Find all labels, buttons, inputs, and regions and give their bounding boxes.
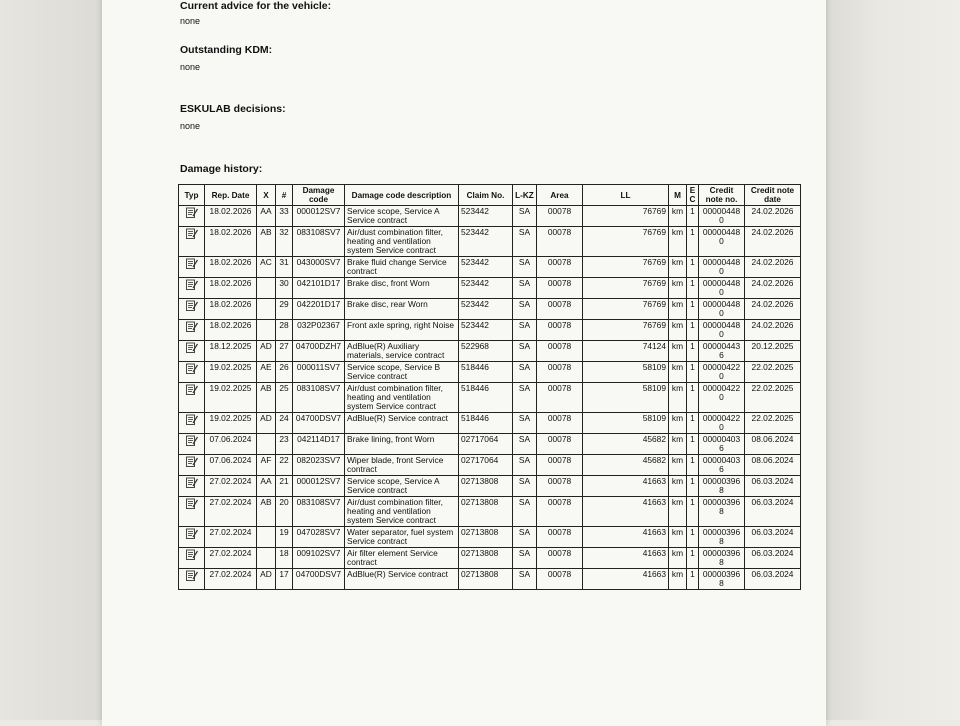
table-row	[179, 299, 801, 320]
cell-ll: 41663	[583, 497, 669, 527]
cell-lkz: SA	[513, 257, 537, 278]
cell-ec: 1	[687, 476, 699, 497]
table-row	[179, 362, 801, 383]
cell-lkz: SA	[513, 383, 537, 413]
cell-area: 00078	[537, 257, 583, 278]
cell-code: 009102SV7	[293, 548, 345, 569]
cell-desc: AdBlue(R) Auxiliary materials, service contract	[345, 341, 459, 362]
cell-code: 043000SV7	[293, 257, 345, 278]
cell-area: 00078	[537, 227, 583, 257]
document-edit-icon[interactable]	[179, 476, 205, 497]
cell-cn: 000003968	[699, 497, 745, 527]
cell-ll: 41663	[583, 527, 669, 548]
cell-lkz: SA	[513, 341, 537, 362]
cell-claim: 02713808	[459, 476, 513, 497]
cell-m: km	[669, 257, 687, 278]
cell-ll: 76769	[583, 206, 669, 227]
cell-area: 00078	[537, 497, 583, 527]
cell-claim: 518446	[459, 413, 513, 434]
cell-n: 24	[276, 413, 293, 434]
cell-cn: 000004036	[699, 434, 745, 455]
column-header: M	[669, 185, 687, 206]
cell-date: 18.12.2025	[205, 341, 257, 362]
cell-m: km	[669, 362, 687, 383]
cell-x	[257, 527, 276, 548]
cell-date: 19.02.2025	[205, 383, 257, 413]
column-header: Claim No.	[459, 185, 513, 206]
document-edit-icon[interactable]	[179, 278, 205, 299]
cell-date: 18.02.2026	[205, 257, 257, 278]
cell-m: km	[669, 320, 687, 341]
cell-cnd: 24.02.2026	[745, 227, 801, 257]
cell-claim: 523442	[459, 257, 513, 278]
column-header: L-KZ	[513, 185, 537, 206]
background-right	[826, 0, 960, 720]
cell-m: km	[669, 413, 687, 434]
document-edit-icon[interactable]	[179, 299, 205, 320]
cell-desc: Air/dust combination filter, heating and ventilation system Service contract	[345, 227, 459, 257]
document-edit-icon[interactable]	[179, 497, 205, 527]
cell-desc: Wiper blade, front Service contract	[345, 455, 459, 476]
cell-cn: 000004480	[699, 227, 745, 257]
cell-x: AD	[257, 413, 276, 434]
cell-desc: Brake disc, rear Worn	[345, 299, 459, 320]
cell-area: 00078	[537, 383, 583, 413]
cell-cn: 000003968	[699, 527, 745, 548]
cell-cn: 000004480	[699, 278, 745, 299]
cell-n: 25	[276, 383, 293, 413]
cell-x	[257, 434, 276, 455]
section-eskulab-decisions	[180, 103, 286, 131]
cell-lkz: SA	[513, 227, 537, 257]
cell-m: km	[669, 341, 687, 362]
cell-ll: 45682	[583, 455, 669, 476]
cell-cnd: 08.06.2024	[745, 455, 801, 476]
cell-n: 22	[276, 455, 293, 476]
cell-ll: 74124	[583, 341, 669, 362]
document-edit-icon[interactable]	[179, 527, 205, 548]
cell-ll: 41663	[583, 476, 669, 497]
cell-code: 042114D17	[293, 434, 345, 455]
cell-desc: Brake lining, front Worn	[345, 434, 459, 455]
cell-code: 000012SV7	[293, 476, 345, 497]
cell-x: AD	[257, 569, 276, 590]
cell-ll: 41663	[583, 548, 669, 569]
cell-area: 00078	[537, 278, 583, 299]
cell-claim: 518446	[459, 362, 513, 383]
cell-n: 32	[276, 227, 293, 257]
cell-desc: AdBlue(R) Service contract	[345, 569, 459, 590]
cell-desc: Service scope, Service B Service contract	[345, 362, 459, 383]
cell-x: AB	[257, 227, 276, 257]
cell-m: km	[669, 299, 687, 320]
cell-code: 032P02367	[293, 320, 345, 341]
column-header: Damage code description	[345, 185, 459, 206]
table-row	[179, 413, 801, 434]
cell-x	[257, 278, 276, 299]
cell-ec: 1	[687, 320, 699, 341]
document-edit-icon[interactable]	[179, 227, 205, 257]
cell-desc: Service scope, Service A Service contract	[345, 476, 459, 497]
column-header: Credit note date	[745, 185, 801, 206]
cell-date: 18.02.2026	[205, 299, 257, 320]
cell-desc: Brake fluid change Service contract	[345, 257, 459, 278]
cell-date: 18.02.2026	[205, 278, 257, 299]
cell-area: 00078	[537, 476, 583, 497]
cell-ll: 41663	[583, 569, 669, 590]
cell-claim: 518446	[459, 383, 513, 413]
cell-m: km	[669, 278, 687, 299]
cell-x: AF	[257, 455, 276, 476]
cell-m: km	[669, 497, 687, 527]
cell-lkz: SA	[513, 569, 537, 590]
cell-desc: AdBlue(R) Service contract	[345, 413, 459, 434]
cell-date: 19.02.2025	[205, 413, 257, 434]
cell-code: 04700DSV7	[293, 569, 345, 590]
cell-cn: 000004220	[699, 413, 745, 434]
cell-n: 30	[276, 278, 293, 299]
cell-n: 27	[276, 341, 293, 362]
section-heading: Outstanding KDM:	[180, 44, 273, 56]
cell-cnd: 24.02.2026	[745, 299, 801, 320]
table-row	[179, 548, 801, 569]
column-header: LL	[583, 185, 669, 206]
cell-x: AC	[257, 257, 276, 278]
section-heading: Current advice for the vehicle:	[180, 0, 332, 12]
cell-x	[257, 548, 276, 569]
cell-claim: 02717064	[459, 434, 513, 455]
cell-x: AA	[257, 206, 276, 227]
cell-ll: 76769	[583, 257, 669, 278]
cell-area: 00078	[537, 206, 583, 227]
cell-date: 27.02.2024	[205, 527, 257, 548]
cell-ec: 1	[687, 413, 699, 434]
cell-cnd: 24.02.2026	[745, 320, 801, 341]
cell-x: AB	[257, 383, 276, 413]
column-header: Damage code	[293, 185, 345, 206]
cell-n: 21	[276, 476, 293, 497]
cell-code: 083108SV7	[293, 383, 345, 413]
document-edit-icon[interactable]	[179, 434, 205, 455]
table-row	[179, 206, 801, 227]
cell-ec: 1	[687, 341, 699, 362]
cell-n: 17	[276, 569, 293, 590]
cell-ll: 58109	[583, 413, 669, 434]
cell-lkz: SA	[513, 206, 537, 227]
document-edit-icon[interactable]	[179, 320, 205, 341]
cell-cn: 000004036	[699, 455, 745, 476]
cell-claim: 523442	[459, 206, 513, 227]
cell-claim: 02713808	[459, 497, 513, 527]
cell-ll: 45682	[583, 434, 669, 455]
cell-ll: 76769	[583, 278, 669, 299]
document-edit-icon[interactable]	[179, 455, 205, 476]
cell-desc: Air/dust combination filter, heating and ventilation system Service contract	[345, 383, 459, 413]
cell-n: 23	[276, 434, 293, 455]
cell-code: 04700DSV7	[293, 413, 345, 434]
background-left	[0, 0, 102, 720]
cell-ec: 1	[687, 527, 699, 548]
cell-date: 18.02.2026	[205, 320, 257, 341]
cell-claim: 02713808	[459, 548, 513, 569]
cell-lkz: SA	[513, 278, 537, 299]
cell-cnd: 24.02.2026	[745, 257, 801, 278]
cell-cn: 000004480	[699, 299, 745, 320]
cell-cn: 000004436	[699, 341, 745, 362]
cell-m: km	[669, 569, 687, 590]
cell-n: 33	[276, 206, 293, 227]
cell-m: km	[669, 476, 687, 497]
column-header: E C	[687, 185, 699, 206]
cell-cn: 000004480	[699, 206, 745, 227]
document-edit-icon[interactable]	[179, 206, 205, 227]
cell-claim: 523442	[459, 299, 513, 320]
document-edit-icon[interactable]	[179, 569, 205, 590]
cell-cnd: 20.12.2025	[745, 341, 801, 362]
cell-n: 28	[276, 320, 293, 341]
cell-claim: 522968	[459, 341, 513, 362]
cell-cn: 000003968	[699, 569, 745, 590]
table-row	[179, 320, 801, 341]
damage-history-title: Damage history:	[180, 163, 263, 175]
cell-desc: Air filter element Service contract	[345, 548, 459, 569]
cell-n: 19	[276, 527, 293, 548]
cell-cn: 000003968	[699, 548, 745, 569]
section-value: none	[180, 62, 201, 72]
column-header: X	[257, 185, 276, 206]
damage-history-table	[178, 184, 801, 590]
cell-cnd: 22.02.2025	[745, 413, 801, 434]
cell-date: 27.02.2024	[205, 476, 257, 497]
cell-m: km	[669, 434, 687, 455]
column-header: Rep. Date	[205, 185, 257, 206]
cell-x: AE	[257, 362, 276, 383]
cell-ll: 58109	[583, 383, 669, 413]
document-edit-icon[interactable]	[179, 413, 205, 434]
cell-lkz: SA	[513, 476, 537, 497]
table-row	[179, 257, 801, 278]
cell-lkz: SA	[513, 362, 537, 383]
table-row	[179, 383, 801, 413]
column-header: Area	[537, 185, 583, 206]
cell-area: 00078	[537, 320, 583, 341]
cell-ll: 76769	[583, 299, 669, 320]
cell-n: 31	[276, 257, 293, 278]
cell-ec: 1	[687, 257, 699, 278]
cell-claim: 523442	[459, 227, 513, 257]
cell-area: 00078	[537, 299, 583, 320]
cell-x	[257, 299, 276, 320]
table-row	[179, 455, 801, 476]
section-heading: ESKULAB decisions:	[180, 103, 286, 115]
cell-desc: Water separator, fuel system Service contract	[345, 527, 459, 548]
cell-claim: 523442	[459, 320, 513, 341]
cell-code: 083108SV7	[293, 497, 345, 527]
cell-area: 00078	[537, 341, 583, 362]
table-header-row	[179, 185, 801, 206]
cell-cnd: 08.06.2024	[745, 434, 801, 455]
cell-date: 27.02.2024	[205, 548, 257, 569]
cell-m: km	[669, 455, 687, 476]
cell-ec: 1	[687, 455, 699, 476]
column-header: Credit note no.	[699, 185, 745, 206]
cell-area: 00078	[537, 455, 583, 476]
cell-code: 047028SV7	[293, 527, 345, 548]
cell-ec: 1	[687, 434, 699, 455]
cell-x: AD	[257, 341, 276, 362]
cell-lkz: SA	[513, 455, 537, 476]
cell-cnd: 24.02.2026	[745, 206, 801, 227]
cell-cnd: 06.03.2024	[745, 497, 801, 527]
cell-n: 29	[276, 299, 293, 320]
cell-claim: 02713808	[459, 527, 513, 548]
cell-ec: 1	[687, 497, 699, 527]
cell-date: 27.02.2024	[205, 569, 257, 590]
cell-lkz: SA	[513, 320, 537, 341]
section-current-advice	[180, 0, 331, 26]
column-header: Typ	[179, 185, 205, 206]
cell-cn: 000004480	[699, 257, 745, 278]
cell-cn: 000004480	[699, 320, 745, 341]
cell-lkz: SA	[513, 527, 537, 548]
cell-date: 07.06.2024	[205, 455, 257, 476]
cell-claim: 02713808	[459, 569, 513, 590]
table-row	[179, 341, 801, 362]
cell-ec: 1	[687, 206, 699, 227]
cell-cn: 000004220	[699, 383, 745, 413]
document-edit-icon[interactable]	[179, 548, 205, 569]
cell-cnd: 06.03.2024	[745, 476, 801, 497]
cell-ec: 1	[687, 548, 699, 569]
cell-claim: 02717064	[459, 455, 513, 476]
cell-cnd: 06.03.2024	[745, 548, 801, 569]
cell-ec: 1	[687, 299, 699, 320]
document-edit-icon[interactable]	[179, 341, 205, 362]
cell-claim: 523442	[459, 278, 513, 299]
section-value: none	[180, 121, 201, 131]
cell-ec: 1	[687, 227, 699, 257]
cell-date: 19.02.2025	[205, 362, 257, 383]
cell-lkz: SA	[513, 548, 537, 569]
cell-area: 00078	[537, 569, 583, 590]
table-row	[179, 527, 801, 548]
cell-x	[257, 320, 276, 341]
table-row	[179, 476, 801, 497]
section-outstanding-kdm	[180, 44, 272, 72]
cell-cnd: 06.03.2024	[745, 569, 801, 590]
cell-x: AB	[257, 497, 276, 527]
section-value: none	[180, 16, 201, 26]
cell-lkz: SA	[513, 299, 537, 320]
cell-cnd: 22.02.2025	[745, 362, 801, 383]
cell-code: 083108SV7	[293, 227, 345, 257]
cell-cnd: 22.02.2025	[745, 383, 801, 413]
cell-code: 04700DZH7	[293, 341, 345, 362]
document-edit-icon[interactable]	[179, 362, 205, 383]
cell-code: 042101D17	[293, 278, 345, 299]
cell-ll: 76769	[583, 227, 669, 257]
cell-date: 18.02.2026	[205, 227, 257, 257]
document-edit-icon[interactable]	[179, 383, 205, 413]
cell-m: km	[669, 227, 687, 257]
cell-ec: 1	[687, 569, 699, 590]
cell-ll: 58109	[583, 362, 669, 383]
cell-area: 00078	[537, 362, 583, 383]
cell-cn: 000004220	[699, 362, 745, 383]
cell-cnd: 24.02.2026	[745, 278, 801, 299]
table-row	[179, 278, 801, 299]
cell-x: AA	[257, 476, 276, 497]
cell-area: 00078	[537, 434, 583, 455]
cell-ec: 1	[687, 278, 699, 299]
cell-desc: Air/dust combination filter, heating and ventilation system Service contract	[345, 497, 459, 527]
cell-m: km	[669, 206, 687, 227]
cell-m: km	[669, 548, 687, 569]
cell-m: km	[669, 383, 687, 413]
cell-date: 27.02.2024	[205, 497, 257, 527]
column-header: #	[276, 185, 293, 206]
table-row	[179, 497, 801, 527]
cell-area: 00078	[537, 548, 583, 569]
document-edit-icon[interactable]	[179, 257, 205, 278]
cell-desc: Front axle spring, right Noise	[345, 320, 459, 341]
cell-desc: Brake disc, front Worn	[345, 278, 459, 299]
cell-n: 20	[276, 497, 293, 527]
cell-lkz: SA	[513, 434, 537, 455]
cell-ll: 76769	[583, 320, 669, 341]
cell-code: 000011SV7	[293, 362, 345, 383]
cell-cn: 000003968	[699, 476, 745, 497]
cell-code: 042201D17	[293, 299, 345, 320]
cell-lkz: SA	[513, 413, 537, 434]
table-row	[179, 434, 801, 455]
cell-date: 07.06.2024	[205, 434, 257, 455]
cell-code: 000012SV7	[293, 206, 345, 227]
table-row	[179, 569, 801, 590]
cell-area: 00078	[537, 413, 583, 434]
cell-date: 18.02.2026	[205, 206, 257, 227]
cell-n: 18	[276, 548, 293, 569]
cell-ec: 1	[687, 362, 699, 383]
cell-n: 26	[276, 362, 293, 383]
cell-ec: 1	[687, 383, 699, 413]
cell-code: 082023SV7	[293, 455, 345, 476]
cell-desc: Service scope, Service A Service contract	[345, 206, 459, 227]
cell-lkz: SA	[513, 497, 537, 527]
cell-area: 00078	[537, 527, 583, 548]
cell-cnd: 06.03.2024	[745, 527, 801, 548]
table-row	[179, 227, 801, 257]
cell-m: km	[669, 527, 687, 548]
